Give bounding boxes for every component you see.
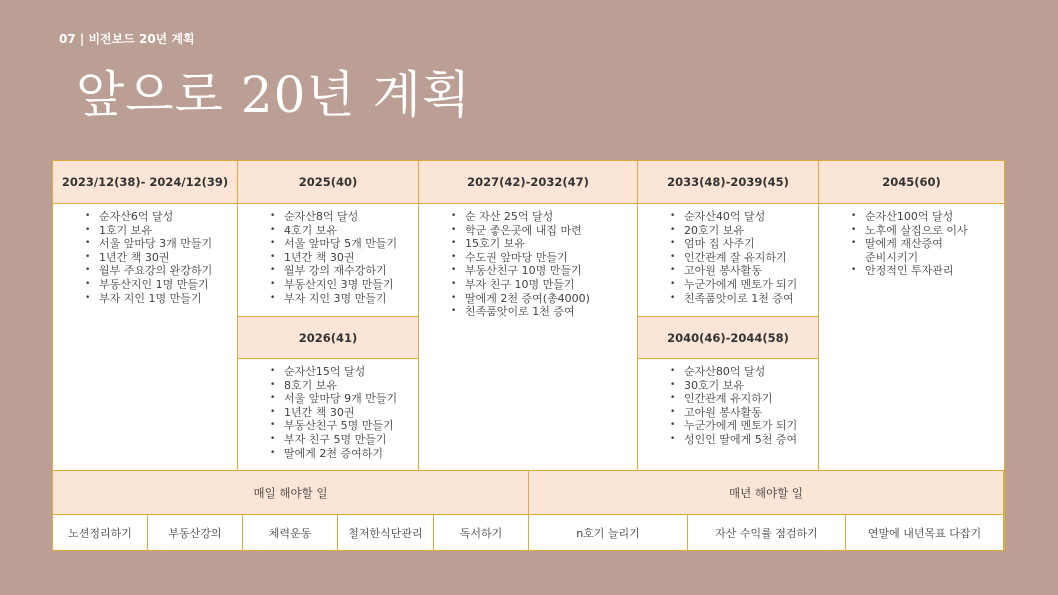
list-item: • 순자산40억 달성	[684, 210, 818, 224]
list-item: • 부자 친구 5명 만들기	[284, 433, 418, 447]
list-item: • 순자산6억 달성	[99, 210, 237, 224]
period-body-7	[819, 204, 1004, 471]
list-item: • 4호기 보유	[284, 224, 418, 238]
page-title: 앞으로 20년 계획	[76, 66, 472, 124]
list-item: • 노후에 살집으로 이사	[865, 224, 1004, 238]
list-item: • 부자 지인 3명 만들기	[284, 292, 418, 306]
list-item: • 서울 앞마당 3개 만들기	[99, 237, 237, 251]
period-list-4	[419, 204, 637, 319]
period-list-5	[638, 204, 818, 305]
list-item: • 인간관계 잘 유지하기	[684, 251, 818, 265]
list-item: • 엄마 집 사주기	[684, 237, 818, 251]
list-item: • 부동산친구 5명 만들기	[284, 419, 418, 433]
daily-item: 철저한식단관리	[338, 515, 434, 550]
plan-table	[52, 160, 1005, 551]
list-item: • 성인인 딸에게 5천 증여	[684, 433, 818, 447]
list-item: • 부동산지인 3명 만들기	[284, 278, 418, 292]
yearly-item: 연말에 내년목표 다잡기	[846, 515, 1004, 550]
daily-item: 독서하기	[434, 515, 529, 550]
list-item: • 딸에게 재산증여	[865, 237, 1004, 251]
period-list-3	[238, 359, 418, 460]
daily-header: 매일 해야할 일	[53, 471, 529, 515]
daily-item: 부동산강의	[148, 515, 243, 550]
period-header-3: 2026(41)	[238, 317, 419, 359]
list-item: • 순자산15억 달성	[284, 365, 418, 379]
period-list-2	[238, 204, 418, 305]
list-item: • 순자산80억 달성	[684, 365, 818, 379]
list-item: • 안정적인 투자관리	[865, 264, 1004, 278]
list-item: • 수도권 앞마당 만들기	[465, 251, 637, 265]
period-list-7	[819, 204, 1004, 278]
list-item: • 월부 주요강의 완강하기	[99, 264, 237, 278]
daily-item: 노션정리하기	[53, 515, 148, 550]
list-item: • 1년간 책 30권	[284, 406, 418, 420]
list-item: • 순자산100억 달성	[865, 210, 1004, 224]
period-body-6	[638, 359, 819, 471]
list-item: • 월부 강의 재수강하기	[284, 264, 418, 278]
list-item: • 친족품앗이로 1천 증여	[684, 292, 818, 306]
list-item: • 15호기 보유	[465, 237, 637, 251]
list-item: • 부자 친구 10명 만들기	[465, 278, 637, 292]
list-item: • 부동산지인 1명 만들기	[99, 278, 237, 292]
list-item: • 20호기 보유	[684, 224, 818, 238]
list-item: • 부동산친구 10명 만들기	[465, 264, 637, 278]
list-item: • 인간관계 유지하기	[684, 392, 818, 406]
list-item: • 서울 앞마당 5개 만들기	[284, 237, 418, 251]
list-item: • 학군 좋은곳에 내집 마련	[465, 224, 637, 238]
list-item: • 부자 지인 1명 만들기	[99, 292, 237, 306]
yearly-item: n호기 늘리기	[529, 515, 688, 550]
period-header-1: 2023/12(38)- 2024/12(39)	[53, 161, 238, 204]
daily-item: 체력운동	[243, 515, 338, 550]
list-item: • 고아원 봉사활동	[684, 264, 818, 278]
yearly-header: 매년 해야할 일	[529, 471, 1004, 515]
list-item: • 누군가에게 멘토가 되기	[684, 278, 818, 292]
list-item: • 8호기 보유	[284, 379, 418, 393]
list-item: • 서울 앞마당 9개 만들기	[284, 392, 418, 406]
list-item: • 누군가에게 멘토가 되기	[684, 419, 818, 433]
period-body-5	[638, 204, 819, 317]
list-item: • 고아원 봉사활동	[684, 406, 818, 420]
list-item: • 1호기 보유	[99, 224, 237, 238]
section-label: 07 | 비전보드 20년 계획	[59, 32, 195, 46]
period-body-4	[419, 204, 638, 471]
period-body-3	[238, 359, 419, 471]
yearly-item: 자산 수익률 점검하기	[688, 515, 846, 550]
list-item: • 딸에게 2천 증여(총4000)	[465, 292, 637, 306]
list-item: • 친족품앗이로 1천 증여	[465, 305, 637, 319]
period-header-4: 2027(42)-2032(47)	[419, 161, 638, 204]
period-header-7: 2045(60)	[819, 161, 1004, 204]
list-item: 준비시키기	[865, 250, 919, 264]
list-item: • 순 자산 25억 달성	[465, 210, 637, 224]
list-item: • 1년간 책 30권	[99, 251, 237, 265]
list-item: • 1년간 책 30권	[284, 251, 418, 265]
period-body-1	[53, 204, 238, 471]
list-item: • 30호기 보유	[684, 379, 818, 393]
period-list-1	[53, 204, 237, 305]
period-list-6	[638, 359, 818, 447]
period-header-5: 2033(48)-2039(45)	[638, 161, 819, 204]
list-item: • 순자산8억 달성	[284, 210, 418, 224]
list-item: • 딸에게 2천 증여하기	[284, 447, 418, 461]
period-header-6: 2040(46)-2044(58)	[638, 317, 819, 359]
period-body-2	[238, 204, 419, 317]
period-header-2: 2025(40)	[238, 161, 419, 204]
